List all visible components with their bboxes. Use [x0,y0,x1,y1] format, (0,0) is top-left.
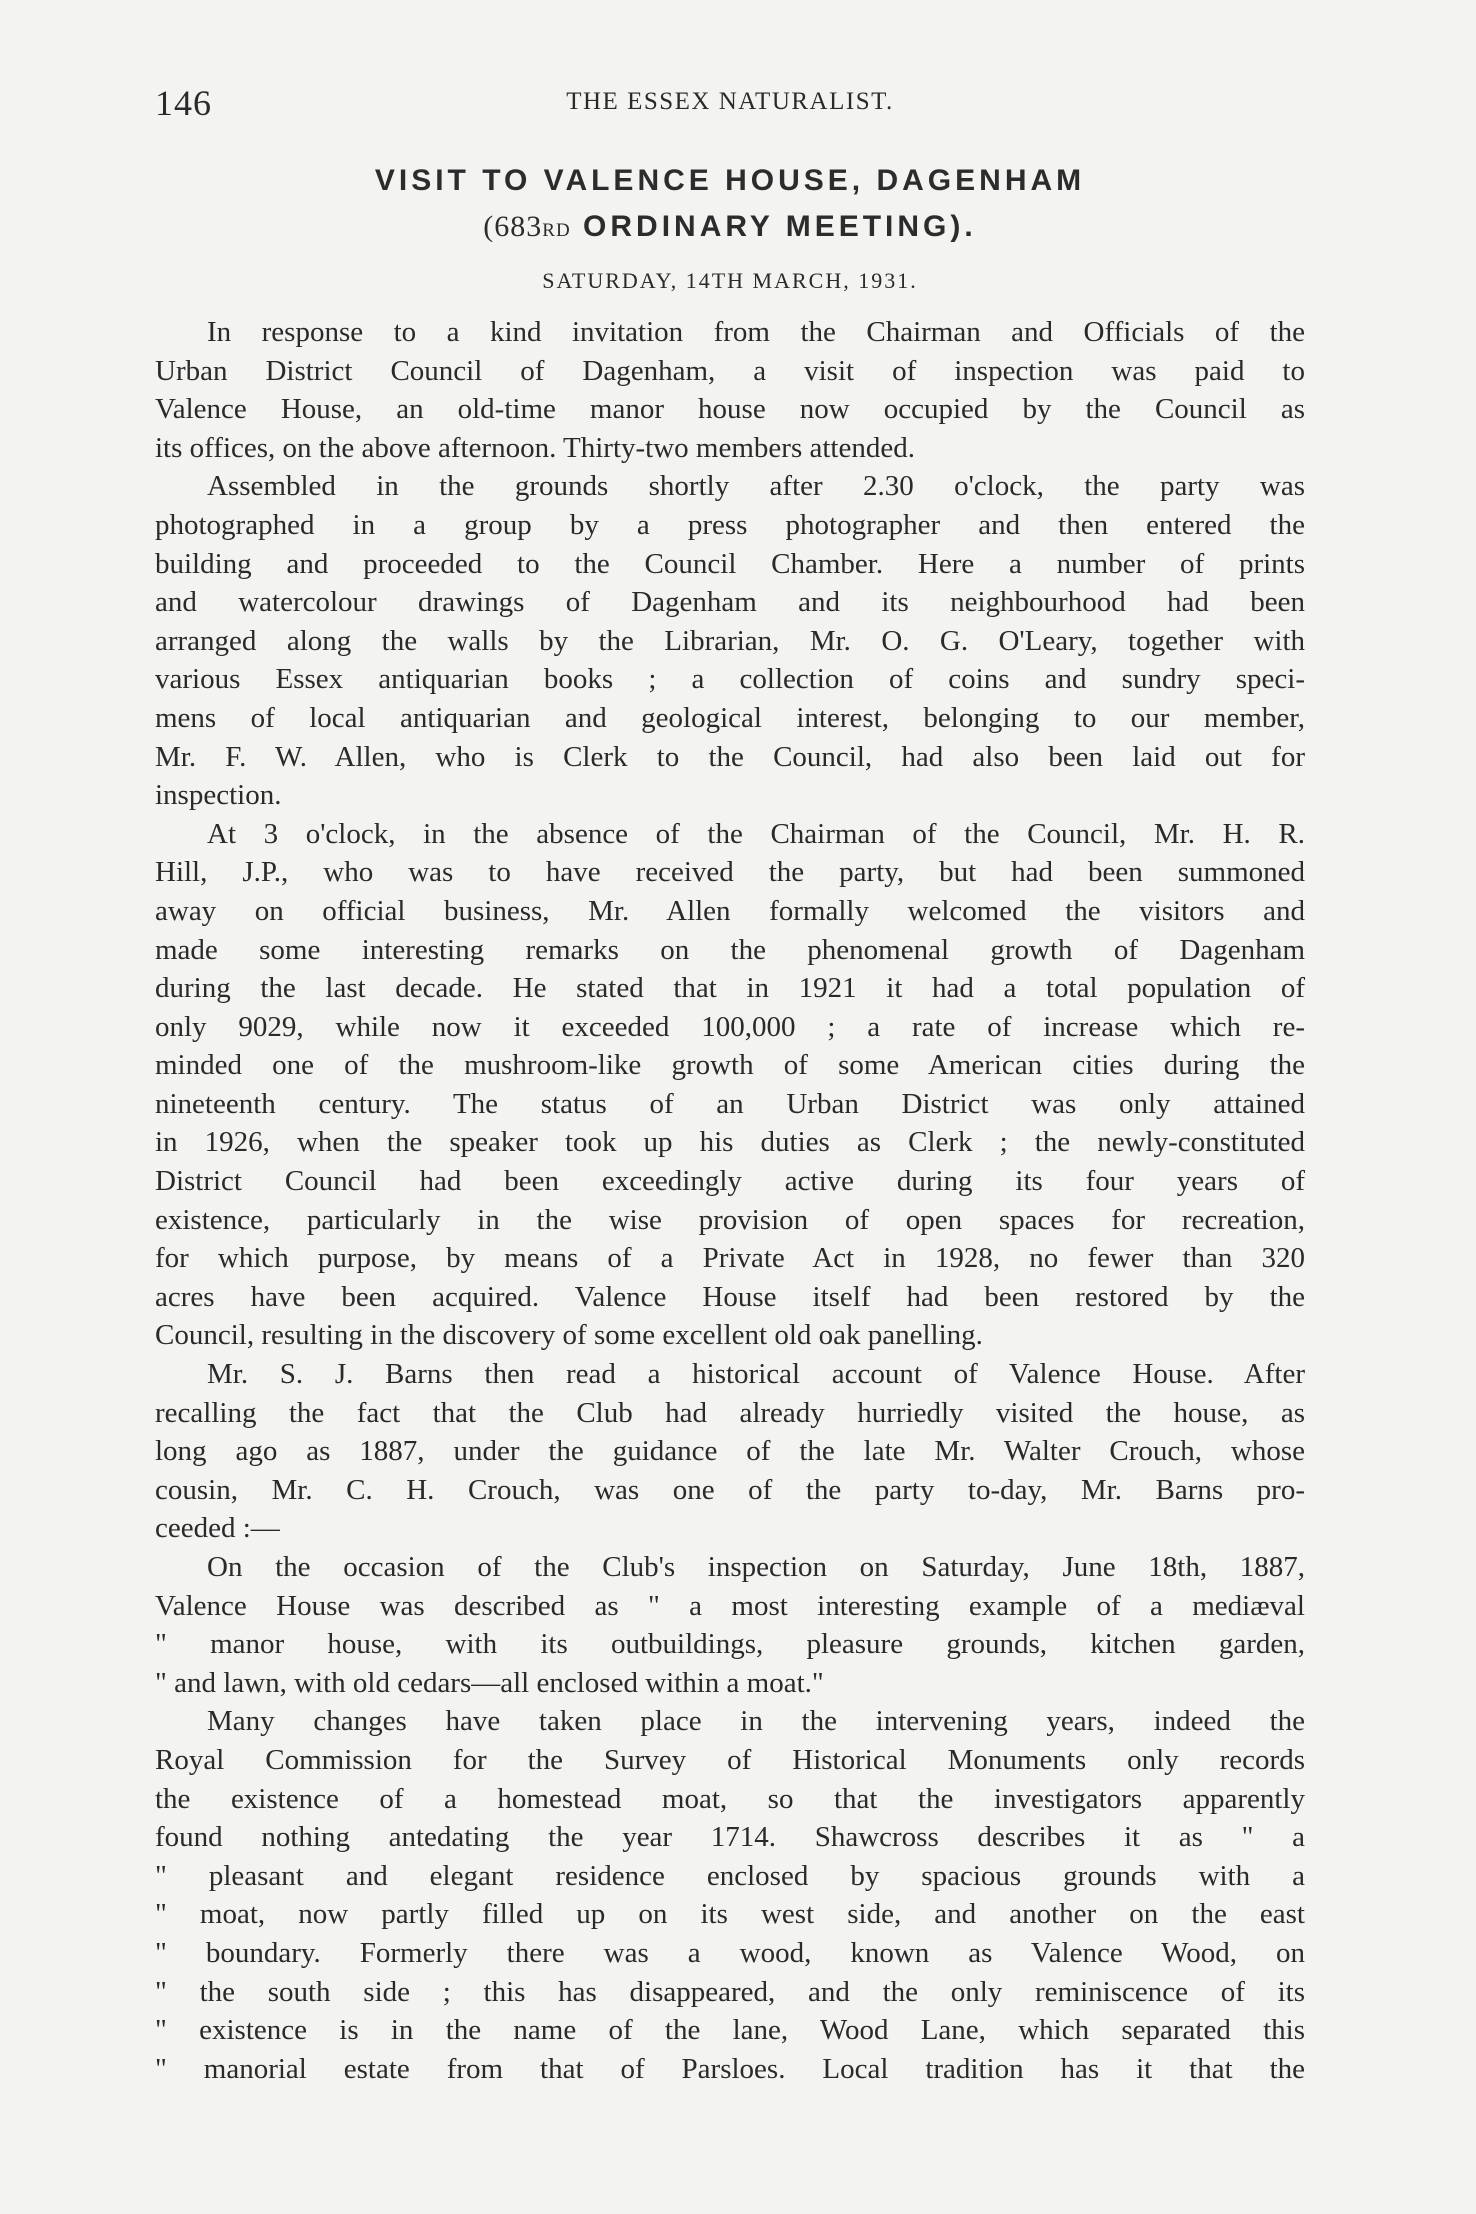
text-line: long ago as 1887, under the guidance of the late Mr. Walter Crouch, whose [155,1435,1305,1468]
article-title-line-1: VISIT TO VALENCE HOUSE, DAGENHAM [374,164,1086,197]
text-line: Urban District Council of Dagenham, a visit of inspection was paid to [155,354,1305,387]
meeting-label: ORDINARY MEETING). [570,210,977,243]
text-line: mens of local antiquarian and geological interest, belonging to our member, [155,701,1305,734]
text-line: Valence House was described as " a most interesting example of a mediæval [155,1589,1305,1622]
text-line: arranged along the walls by the Librarian, Mr. O. G. O'Leary, together with [155,624,1305,657]
text-line: " the south side ; this has disappeared, and the only reminiscence of its [155,1975,1305,2008]
text-line: minded one of the mushroom-like growth of some American cities during the [155,1049,1305,1082]
body-text [155,313,1305,2088]
text-line: " pleasant and elegant residence enclosed by spacious grounds with a [155,1859,1305,1892]
text-line: its offices, on the above afternoon. Thirty-two members attended. [155,431,915,464]
journal-title: THE ESSEX NATURALIST. [566,88,894,115]
meeting-ordinal-suffix: RD [542,220,571,241]
article-heading [155,158,1305,254]
text-line: various Essex antiquarian books ; a collection of coins and sundry speci- [155,663,1305,696]
text-line: Royal Commission for the Survey of Historical Monuments only records [155,1743,1305,1776]
text-line: At 3 o'clock, in the absence of the Chairman of the Council, Mr. H. R. [207,817,1305,850]
text-line: ceeded :— [155,1512,280,1545]
text-line: acres have been acquired. Valence House itself had been restored by the [155,1280,1305,1313]
page-number: 146 [155,83,212,123]
text-line: Many changes have taken place in the intervening years, indeed the [207,1705,1305,1738]
text-line: " moat, now partly filled up on its west side, and another on the east [155,1898,1305,1931]
text-line: for which purpose, by means of a Private Act in 1928, no fewer than 320 [155,1242,1305,1275]
text-line: " manor house, with its outbuildings, pleasure grounds, kitchen garden, [155,1628,1305,1661]
text-line: the existence of a homestead moat, so that the investigators apparently [155,1782,1305,1815]
text-line: cousin, Mr. C. H. Crouch, was one of the party to-day, Mr. Barns pro- [155,1473,1305,1506]
text-line: away on official business, Mr. Allen formally welcomed the visitors and [155,894,1305,927]
text-line: Mr. S. J. Barns then read a historical account of Valence House. After [207,1358,1305,1391]
text-line: inspection. [155,779,282,812]
text-line: only 9029, while now it exceeded 100,000 ; a rate of increase which re- [155,1010,1305,1043]
text-line: and watercolour drawings of Dagenham and its neighbourhood had been [155,586,1305,619]
text-line: Valence House, an old-time manor house now occupied by the Council as [155,393,1305,426]
text-line: made some interesting remarks on the phenomenal growth of Dagenham [155,933,1305,966]
text-line: In response to a kind invitation from the Chairman and Officials of the [207,316,1305,348]
text-line: " boundary. Formerly there was a wood, known as Valence Wood, on [155,1936,1305,1969]
text-line: Hill, J.P., who was to have received the party, but had been summoned [155,856,1305,889]
text-line: photographed in a group by a press photographer and then entered the [155,508,1305,541]
text-line: nineteenth century. The status of an Urban District was only attained [155,1087,1305,1120]
text-line: building and proceeded to the Council Chamber. Here a number of prints [155,547,1305,580]
dateline: SATURDAY, 14TH MARCH, 1931. [542,268,918,293]
text-line: recalling the fact that the Club had already hurriedly visited the house, as [155,1396,1305,1429]
text-line: " manorial estate from that of Parsloes. Local tradition has it that the [155,2052,1305,2085]
meeting-number: (683 [483,210,543,243]
text-line: " existence is in the name of the lane, Wood Lane, which separated this [155,2014,1305,2047]
running-head [155,82,1305,126]
text-line: in 1926, when the speaker took up his duties as Clerk ; the newly-constituted [155,1126,1305,1159]
text-line: " and lawn, with old cedars—all enclosed within a moat." [155,1666,824,1699]
text-line: existence, particularly in the wise provision of open spaces for recreation, [155,1203,1305,1236]
text-line: Council, resulting in the discovery of some excellent old oak panelling. [155,1319,983,1352]
text-line: Mr. F. W. Allen, who is Clerk to the Council, had also been laid out for [155,740,1305,773]
text-line: during the last decade. He stated that in 1921 it had a total population of [155,972,1305,1005]
text-line: found nothing antedating the year 1714. Shawcross describes it as " a [155,1821,1305,1854]
text-line: On the occasion of the Club's inspection on Saturday, June 18th, 1887, [207,1551,1305,1583]
article-title-line-2 [155,204,1305,254]
text-line: District Council had been exceedingly active during its four years of [155,1165,1305,1198]
text-line: Assembled in the grounds shortly after 2.30 o'clock, the party was [207,470,1305,503]
